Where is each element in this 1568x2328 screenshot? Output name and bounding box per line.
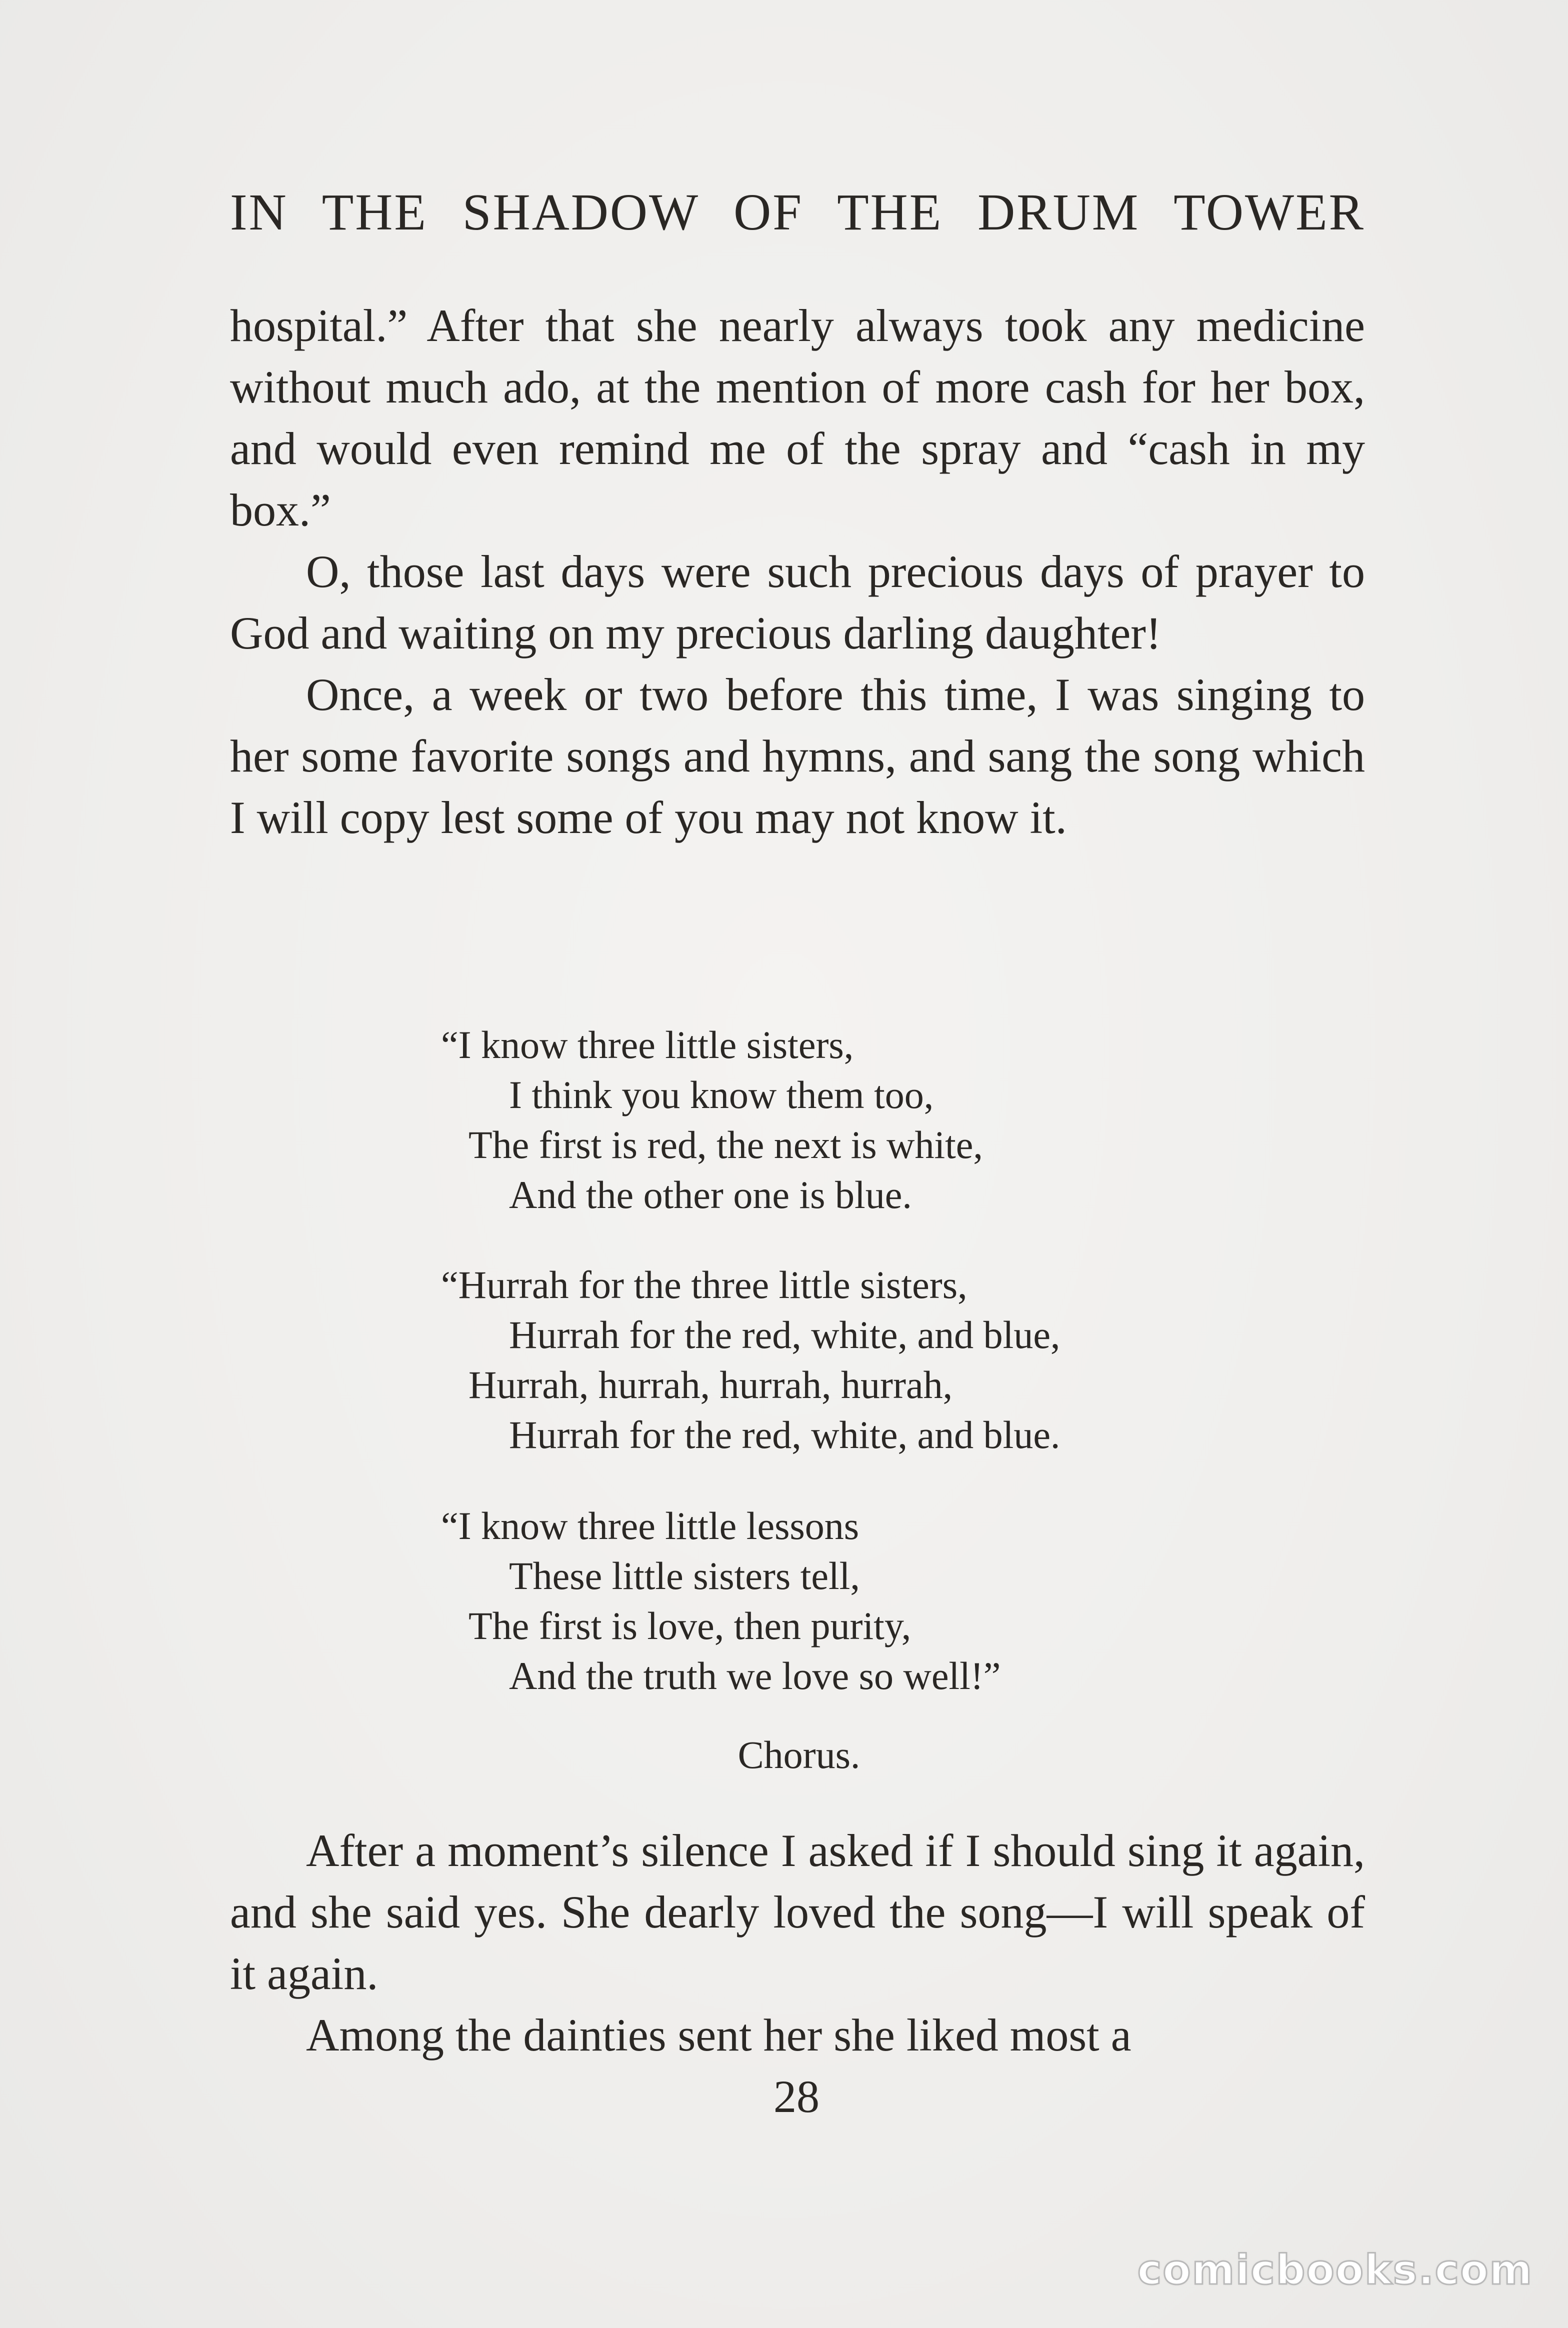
paragraph: Among the dainties sent her she liked most a — [306, 2010, 1132, 2060]
page-number: 28 — [774, 2071, 820, 2122]
poem-line: “Hurrah for the three little sisters, — [441, 1263, 968, 1306]
poem-line: These little sisters tell, — [509, 1554, 860, 1598]
poem-line: Hurrah for the red, white, and blue. — [509, 1413, 1060, 1456]
poem-stanza — [441, 1020, 1291, 1220]
paragraph: hospital.” After that she nearly always took any medicine without much ado, at the mention of more cash for her box, and would even remind me of the spray and “cash in my box.” — [230, 300, 1365, 536]
poem-line: The first is red, the next is white, — [468, 1123, 983, 1166]
chorus-label: Chorus. — [738, 1733, 860, 1776]
paragraph: After a moment’s silence I asked if I should sing it again, and she said yes. She dearly loved the song—I will speak of it again. — [230, 1825, 1365, 1999]
poem-line: Hurrah for the red, white, and blue, — [509, 1313, 1060, 1356]
poem-line: “I know three little lessons — [441, 1504, 860, 1548]
text-block-bottom — [230, 1820, 1365, 2066]
poem-stanza — [441, 1501, 1291, 1701]
running-head: IN THE SHADOW OF THE DRUM TOWER — [230, 184, 1365, 241]
watermark: comicbooks.com — [1137, 2246, 1533, 2294]
poem-line: And the other one is blue. — [509, 1173, 912, 1216]
poem-line: Hurrah, hurrah, hurrah, hurrah, — [468, 1363, 953, 1406]
poem-line: “I know three little sisters, — [441, 1023, 854, 1066]
poem-stanza — [441, 1260, 1291, 1460]
paragraph: Once, a week or two before this time, I was singing to her some favorite songs and hymns, and sang the song which I will copy lest some of you may not know it. — [230, 669, 1365, 843]
poem-line: The first is love, then purity, — [468, 1604, 912, 1648]
poem-line: And the truth we love so well!” — [509, 1654, 1001, 1698]
paragraph: O, those last days were such precious days of prayer to God and waiting on my precious darling daughter! — [230, 546, 1365, 658]
poem-line: I think you know them too, — [509, 1073, 934, 1116]
text-block-top — [230, 295, 1365, 848]
